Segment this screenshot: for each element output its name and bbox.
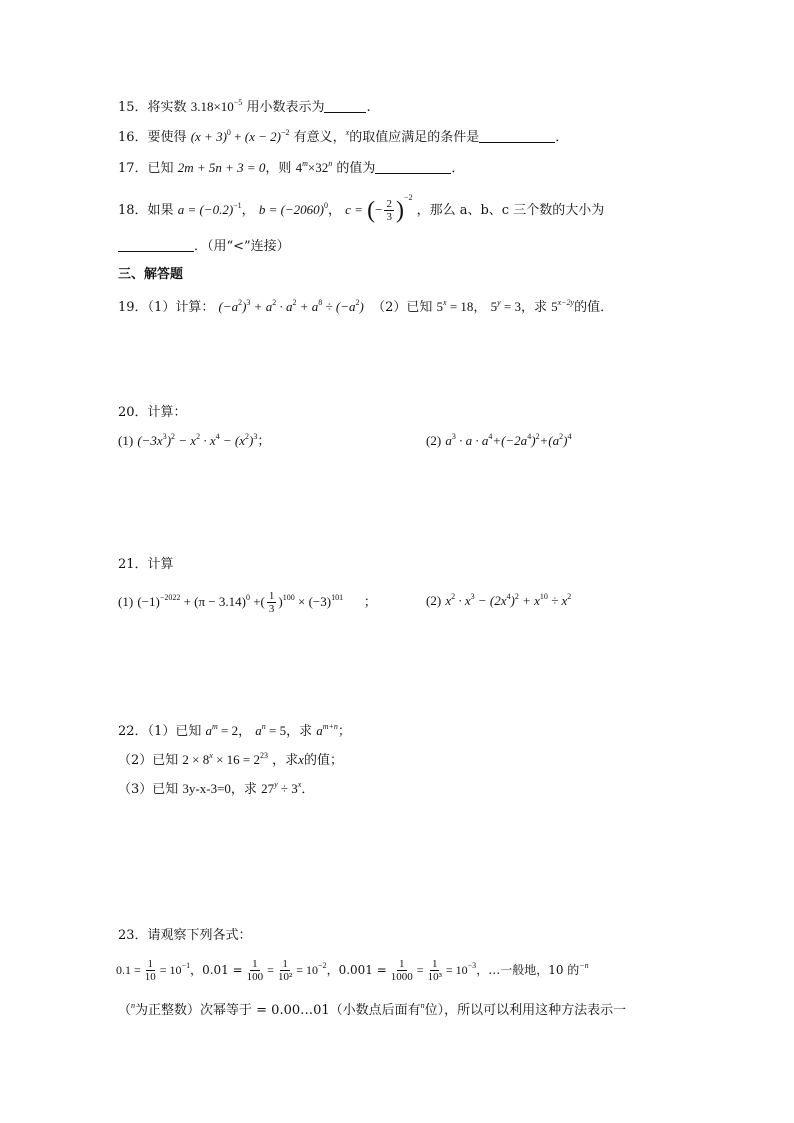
minus-sign: −	[375, 202, 383, 217]
text: −2	[318, 961, 327, 970]
answer-blank[interactable]	[479, 130, 555, 143]
text: 5	[551, 299, 558, 314]
text: ，那么 a、b、c 三个数的大小为	[416, 203, 605, 218]
text: × 16 = 2	[212, 752, 260, 767]
text: 27	[261, 781, 275, 796]
text: ．	[301, 782, 315, 797]
math-expression: (−a	[218, 299, 239, 314]
text: x	[298, 752, 304, 767]
text: 0.1 =	[116, 963, 141, 977]
text: 用小数表示为	[246, 100, 325, 115]
answer-blank[interactable]	[324, 100, 366, 113]
exponent: 2	[272, 298, 277, 307]
text: +	[230, 129, 245, 144]
text: )	[278, 594, 283, 609]
exponent: 2	[451, 592, 456, 601]
text: = 10	[159, 963, 182, 977]
answer-blank[interactable]	[375, 161, 451, 174]
text: − x	[175, 433, 197, 448]
math-expression: c =	[345, 202, 363, 217]
text: m+n	[322, 722, 338, 731]
text: 2 × 8	[182, 752, 210, 767]
exponent: m	[302, 159, 308, 168]
text: · x	[200, 433, 216, 448]
exponent: 2	[244, 432, 249, 441]
text: + a	[296, 299, 319, 314]
text: 如果	[147, 203, 174, 218]
text: (1)	[118, 433, 134, 448]
text: (1)	[118, 594, 134, 609]
text: （1）已知	[147, 724, 202, 739]
text: 23	[260, 751, 268, 760]
exponent: 8	[318, 298, 323, 307]
exponent: 10	[539, 592, 548, 601]
text: ，求	[272, 753, 299, 768]
exponent: 0	[226, 128, 231, 137]
text: + x	[518, 593, 540, 608]
fraction	[389, 958, 415, 983]
fraction	[245, 958, 266, 983]
text: ÷ (−a	[322, 299, 356, 314]
text: = 18，	[446, 299, 487, 314]
text: a	[205, 723, 212, 738]
exponent: 0	[245, 593, 250, 602]
text: 要使得	[147, 130, 187, 145]
text: a	[316, 723, 323, 738]
text: 已知	[147, 161, 174, 176]
text: 的值；	[303, 753, 343, 768]
exponent: 4	[215, 432, 220, 441]
numerator: 1	[431, 958, 438, 970]
text: )	[166, 433, 172, 448]
text: · a · a	[455, 433, 489, 448]
fraction	[384, 198, 394, 223]
text: = 10	[445, 963, 468, 977]
text: +(a	[539, 433, 560, 448]
exponent: 3	[451, 432, 456, 441]
exponent: 2	[567, 592, 572, 601]
math-expression: 2m + 5n + 3 = 0	[177, 160, 266, 175]
text: ÷ x	[547, 593, 568, 608]
question-15	[118, 98, 371, 117]
question-18-continued	[118, 238, 290, 256]
text: (2)	[426, 433, 442, 448]
text: ÷ 3	[277, 781, 298, 796]
math-expression: (x − 2)	[244, 129, 281, 144]
exponent: 2	[171, 432, 176, 441]
text: ，求	[230, 782, 257, 797]
exponent: 4	[567, 432, 572, 441]
answer-blank[interactable]	[118, 239, 194, 252]
text: )	[359, 299, 364, 314]
text: ，0.01 =	[190, 963, 243, 977]
text: = 2，	[217, 723, 252, 738]
text: 5	[436, 299, 444, 314]
text: ，0.001 =	[326, 963, 387, 977]
text: （1）计算：	[147, 300, 215, 315]
question-number: 19．	[118, 300, 148, 315]
question-18: 18．如果 $a = (-0.2)^{-1}$， $b = (-2060)^0$， c = (− $\frac{2}{3}$ )$^{-2}$ ，那么 a、b、c 三个数的大小为	[118, 193, 605, 224]
question-21: 21．计算	[118, 557, 174, 572]
exponent: 2	[238, 298, 243, 307]
right-paren: )	[395, 197, 404, 224]
text: x	[297, 780, 302, 789]
question-number: 16．	[118, 130, 148, 145]
fraction	[143, 958, 158, 983]
question-16	[118, 128, 568, 147]
text: )	[242, 299, 247, 314]
question-20-part-1	[118, 432, 270, 451]
question-number: 22．	[118, 724, 148, 739]
text: = 5，求	[265, 723, 313, 738]
exponent: 2	[196, 432, 201, 441]
text: x−2y	[557, 298, 575, 307]
text: )	[248, 433, 254, 448]
text: − (2x	[474, 593, 507, 608]
question-number: 15．	[118, 100, 148, 115]
exponent: 2	[535, 432, 540, 441]
numerator: 1	[399, 958, 405, 970]
text: + (π − 3.14)	[180, 594, 246, 609]
text: y	[497, 298, 501, 307]
exponent: 3	[246, 298, 251, 307]
exponent: 0	[324, 201, 329, 210]
text: ；	[363, 595, 377, 610]
exponent: 2	[559, 432, 564, 441]
text: 的取值应满足的条件是	[349, 130, 480, 145]
text: +(−2a	[492, 433, 528, 448]
text: （2）已知	[118, 753, 179, 768]
text: (−3x	[137, 433, 163, 448]
text: · a	[276, 299, 293, 314]
text: = 3，求	[500, 299, 547, 314]
fraction	[267, 590, 277, 615]
fraction	[426, 958, 444, 983]
text: 将实数	[147, 100, 187, 115]
text: （3）已知	[118, 782, 179, 797]
text: n	[261, 722, 266, 731]
exponent: −1	[233, 201, 242, 210]
text: ；	[337, 724, 351, 739]
text: (2)	[426, 593, 442, 608]
exponent: 4	[506, 592, 511, 601]
exponent: −5	[233, 98, 243, 107]
text: y	[274, 780, 278, 789]
exponent: 4	[488, 432, 493, 441]
text: ．（用“<”连接）	[194, 239, 290, 254]
denominator: 10	[144, 971, 156, 983]
text: （	[118, 1003, 132, 1018]
text: )	[531, 433, 536, 448]
question-22-part-3	[118, 780, 314, 799]
question-23-examples	[116, 958, 589, 983]
exponent: 3	[253, 432, 258, 441]
question-23-continued	[118, 1002, 626, 1020]
left-paren: (	[367, 197, 376, 224]
text: −2022	[159, 593, 181, 602]
exponent: −2	[403, 193, 413, 202]
exponent: 3	[470, 592, 475, 601]
text: 的值．	[574, 300, 614, 315]
text: )	[563, 433, 568, 448]
text: x	[209, 751, 213, 760]
text: x	[443, 298, 447, 307]
exponent: 2	[355, 298, 360, 307]
text: a	[445, 433, 452, 448]
text: n	[420, 1001, 425, 1010]
text: m	[211, 722, 218, 731]
question-19	[118, 298, 613, 317]
text: − (x	[219, 433, 245, 448]
text: ．	[451, 161, 465, 176]
denominator: 3	[268, 603, 275, 615]
question-20: 20．计算：	[118, 405, 187, 420]
math-expression: 3.18×10	[190, 99, 234, 114]
exponent: 4	[527, 432, 532, 441]
question-22-part-2	[118, 751, 343, 770]
text: (−1)	[137, 594, 160, 609]
denominator: 10²	[277, 971, 293, 983]
text: a	[255, 723, 262, 738]
text: −1	[181, 961, 191, 970]
section-heading: 三、解答题	[118, 267, 184, 282]
text: 的值为	[336, 161, 376, 176]
question-21-part-2	[426, 592, 571, 611]
exponent: 3	[162, 432, 167, 441]
numerator: 1	[282, 958, 288, 970]
numerator: 1	[252, 958, 258, 970]
text: 3y-x-3=0	[182, 781, 231, 796]
text: .	[366, 100, 371, 115]
question-20-part-2	[426, 432, 571, 451]
numerator: 1	[268, 590, 275, 602]
text: 位），所以可以利用这种方法表示一	[424, 1003, 627, 1018]
text: n	[131, 1001, 136, 1010]
text: −3	[467, 961, 477, 970]
numerator: 1	[147, 958, 154, 970]
text: )	[510, 593, 515, 608]
math-expression: b = (−2060)	[258, 202, 325, 217]
math-expression: (x + 3)	[190, 129, 227, 144]
exponent: 101	[331, 593, 344, 602]
text: =	[267, 963, 274, 977]
text: +(	[249, 594, 265, 609]
text: （2）已知	[372, 300, 433, 315]
text: × (−3)	[294, 594, 332, 609]
text: 为正整数）次幂等于 = 0.00…01（小数点后面有	[135, 1003, 421, 1018]
text: ，则	[265, 161, 292, 176]
question-number: 18．	[118, 203, 148, 218]
text: 5	[490, 299, 498, 314]
text: 有意义，	[293, 130, 346, 145]
question-17	[118, 159, 464, 178]
math-expression: 4	[295, 160, 303, 175]
exponent: 2	[514, 592, 519, 601]
exponent: 2	[292, 298, 297, 307]
text: ×32	[307, 160, 329, 175]
text: · x	[455, 593, 471, 608]
question-21-part-1	[118, 590, 377, 615]
exponent: 100	[282, 593, 295, 602]
denominator: 10³	[427, 971, 442, 983]
text: −n	[579, 961, 589, 970]
question-23: 23．请观察下列各式：	[118, 928, 252, 943]
denominator: 3	[386, 211, 392, 223]
denominator: 1000	[390, 971, 413, 983]
text: ，…一般地，10 的	[476, 963, 580, 977]
variable: x	[345, 128, 350, 137]
text: = 10	[296, 963, 319, 977]
denominator: 100	[246, 971, 264, 983]
question-22-part-1	[118, 722, 351, 741]
text: x	[445, 593, 452, 608]
text: =	[416, 963, 424, 977]
math-expression: a = (−0.2)	[177, 202, 234, 217]
text: ；	[257, 434, 271, 449]
text: ．	[555, 130, 569, 145]
text: + a	[250, 299, 273, 314]
exponent: n	[328, 159, 333, 168]
numerator: 2	[386, 198, 392, 210]
exponent: −2	[280, 128, 290, 137]
fraction	[276, 958, 294, 983]
question-number: 17．	[118, 161, 148, 176]
